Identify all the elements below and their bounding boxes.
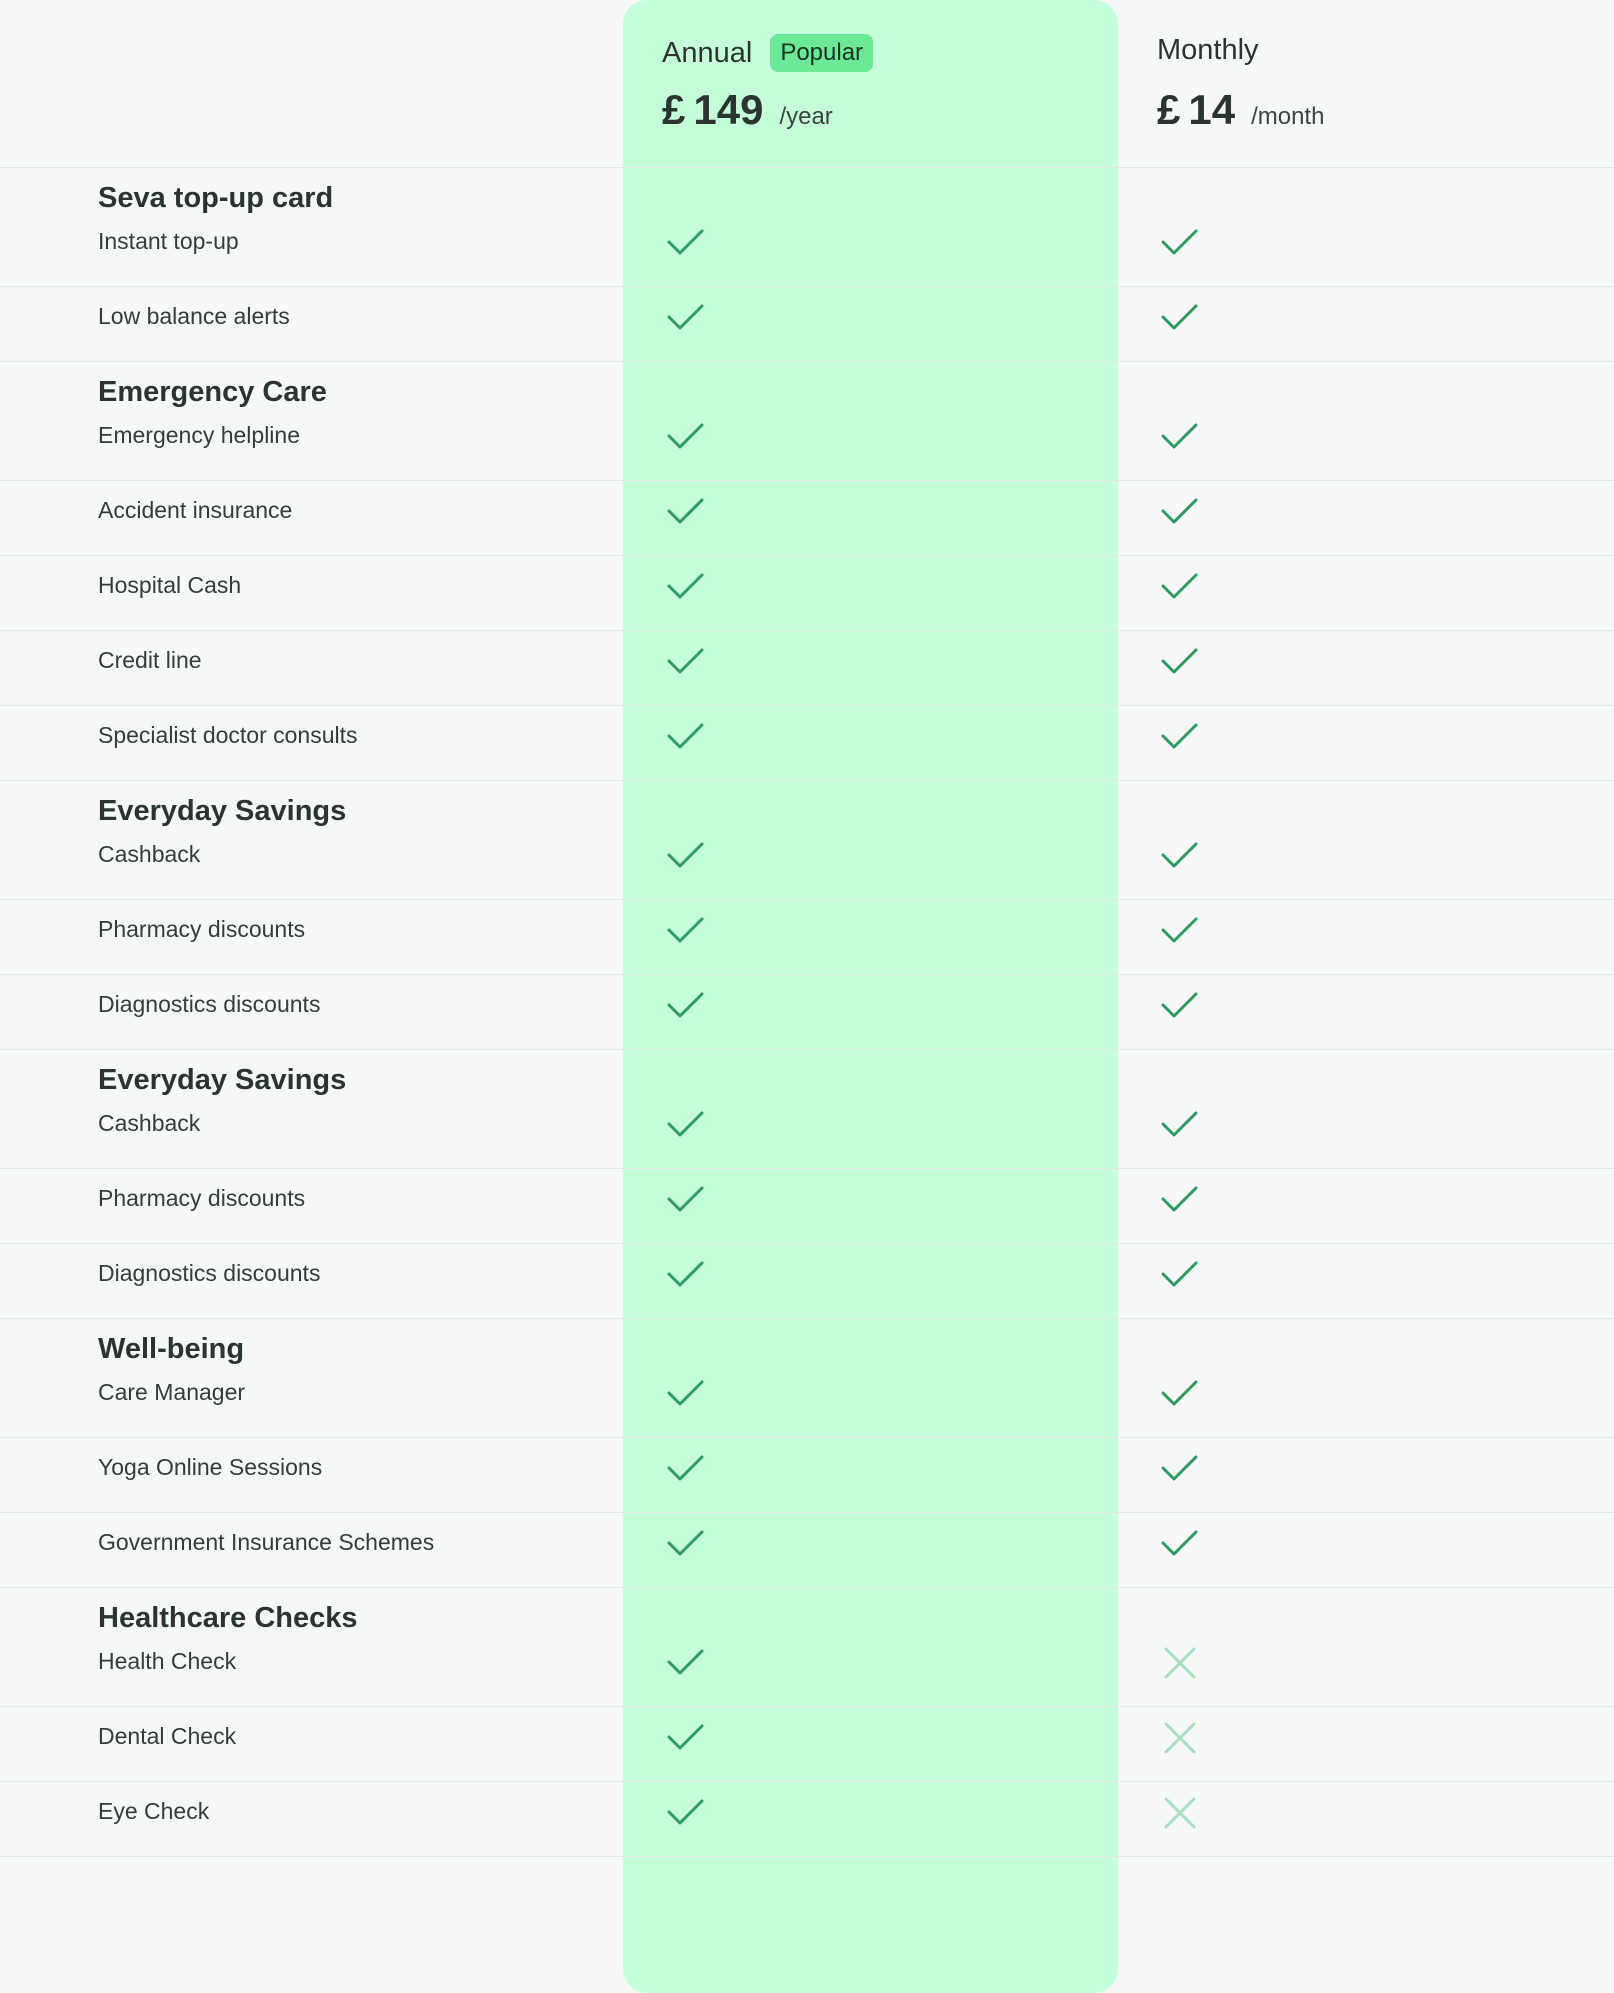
feature-row: [0, 1513, 1614, 1588]
check-icon: [1160, 493, 1200, 529]
check-icon: [1160, 837, 1200, 873]
check-icon: [666, 987, 706, 1023]
section-title: Everyday Savings: [98, 1064, 347, 1096]
section-title: Emergency Care: [98, 376, 327, 408]
section-title: Seva top-up card: [98, 182, 334, 214]
price-monthly: [1157, 86, 1324, 134]
plan-name-row: [1157, 34, 1259, 67]
feature-row: [0, 825, 1614, 900]
feature-label: Eye Check: [98, 1798, 210, 1824]
feature-label: Government Insurance Schemes: [98, 1529, 435, 1555]
check-icon: [666, 1181, 706, 1217]
popular-badge: Popular: [770, 34, 873, 72]
check-icon: [1160, 568, 1200, 604]
feature-label: Emergency helpline: [98, 422, 301, 448]
check-icon: [666, 1256, 706, 1292]
check-icon: [1160, 299, 1200, 335]
feature-row: [0, 975, 1614, 1050]
check-icon: [1160, 224, 1200, 260]
feature-row: [0, 1169, 1614, 1244]
feature-row: [0, 1438, 1614, 1513]
section-title: Everyday Savings: [98, 795, 347, 827]
check-icon: [666, 1525, 706, 1561]
cross-icon: [1160, 1794, 1200, 1830]
plan-name-monthly: Monthly: [1157, 34, 1259, 66]
feature-label: Specialist doctor consults: [98, 722, 358, 748]
feature-label: Low balance alerts: [98, 303, 290, 329]
cross-icon: [1160, 1719, 1200, 1755]
check-icon: [1160, 1256, 1200, 1292]
check-icon: [1160, 1375, 1200, 1411]
feature-label: Cashback: [98, 841, 201, 867]
feature-label: Instant top-up: [98, 228, 239, 254]
feature-row: [0, 556, 1614, 631]
feature-row: [0, 287, 1614, 362]
feature-label: Credit line: [98, 647, 202, 673]
price-period: /month: [1251, 103, 1325, 130]
check-icon: [666, 643, 706, 679]
feature-row: [0, 900, 1614, 975]
currency-symbol: £: [1157, 86, 1181, 133]
check-icon: [666, 1794, 706, 1830]
check-icon: [666, 1375, 706, 1411]
feature-label: Diagnostics discounts: [98, 991, 321, 1017]
check-icon: [666, 568, 706, 604]
feature-label: Cashback: [98, 1110, 201, 1136]
feature-row: [0, 1782, 1614, 1857]
feature-row: [0, 1094, 1614, 1169]
feature-row: [0, 1632, 1614, 1707]
check-icon: [1160, 643, 1200, 679]
feature-row: [0, 1363, 1614, 1438]
price-amount: 14: [1188, 86, 1236, 133]
check-icon: [666, 299, 706, 335]
section-title: Healthcare Checks: [98, 1602, 358, 1634]
section-title: Well-being: [98, 1333, 245, 1365]
feature-label: Pharmacy discounts: [98, 916, 306, 942]
feature-row: [0, 481, 1614, 556]
check-icon: [666, 1719, 706, 1755]
check-icon: [1160, 987, 1200, 1023]
feature-label: Accident insurance: [98, 497, 293, 523]
check-icon: [666, 1450, 706, 1486]
feature-label: Hospital Cash: [98, 572, 242, 598]
feature-row: [0, 631, 1614, 706]
check-icon: [666, 493, 706, 529]
check-icon: [666, 1106, 706, 1142]
price-annual: [662, 86, 833, 134]
feature-label: Diagnostics discounts: [98, 1260, 321, 1286]
plan-header: [0, 0, 1614, 168]
feature-row: [0, 212, 1614, 287]
check-icon: [1160, 1106, 1200, 1142]
feature-row: [0, 1244, 1614, 1319]
feature-label: Care Manager: [98, 1379, 246, 1405]
plan-name-annual: Annual: [662, 36, 753, 69]
feature-row: [0, 406, 1614, 481]
check-icon: [666, 224, 706, 260]
price-amount: 149: [693, 86, 764, 133]
price-period: /year: [779, 103, 833, 130]
check-icon: [666, 1644, 706, 1680]
check-icon: [666, 418, 706, 454]
check-icon: [1160, 1450, 1200, 1486]
check-icon: [1160, 718, 1200, 754]
check-icon: [666, 718, 706, 754]
plan-name-row: [662, 34, 873, 72]
feature-label: Yoga Online Sessions: [98, 1454, 323, 1480]
check-icon: [1160, 912, 1200, 948]
feature-label: Dental Check: [98, 1723, 237, 1749]
feature-label: Pharmacy discounts: [98, 1185, 306, 1211]
feature-row: [0, 706, 1614, 781]
check-icon: [1160, 418, 1200, 454]
cross-icon: [1160, 1644, 1200, 1680]
check-icon: [1160, 1181, 1200, 1217]
feature-label: Health Check: [98, 1648, 237, 1674]
currency-symbol: £: [662, 86, 686, 133]
check-icon: [666, 837, 706, 873]
check-icon: [666, 912, 706, 948]
check-icon: [1160, 1525, 1200, 1561]
feature-row: [0, 1707, 1614, 1782]
